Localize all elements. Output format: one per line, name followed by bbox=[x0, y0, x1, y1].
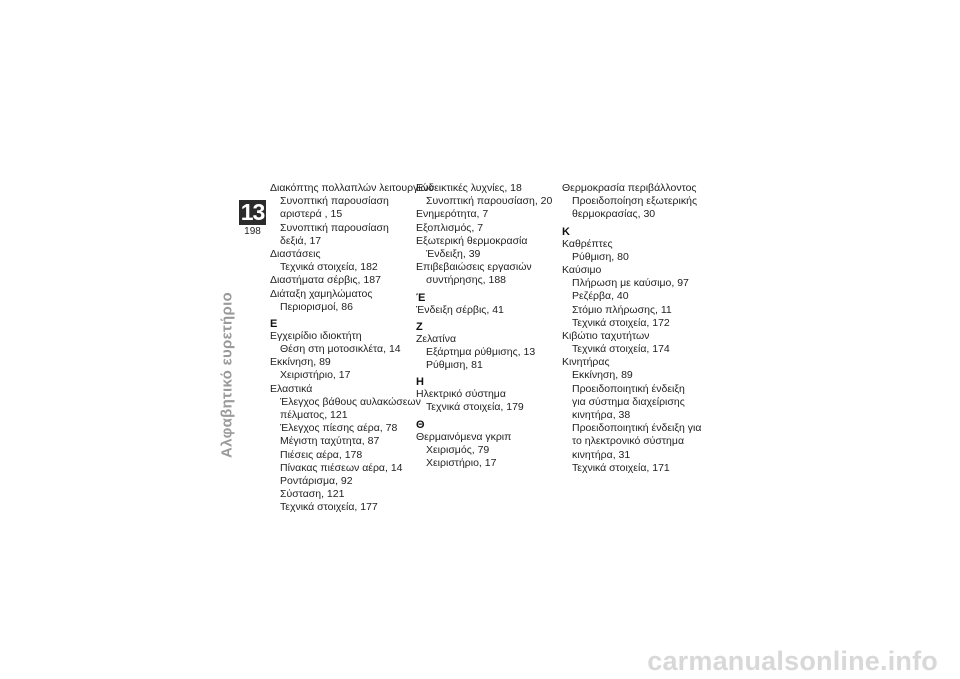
index-subentry: Μέγιστη ταχύτητα, 87 bbox=[280, 435, 380, 448]
index-subentry: Θέση στη μοτοσικλέτα, 14 bbox=[280, 343, 401, 356]
index-subentry: Χειριστήριο, 17 bbox=[426, 457, 497, 469]
index-subentry: Τεχνικά στοιχεία, 174 bbox=[572, 343, 670, 356]
index-subentry: το ηλεκτρονικό σύστημα bbox=[572, 435, 685, 448]
index-subentry: Χειρισμός, 79 bbox=[426, 443, 490, 456]
index-subentry: Ροντάρισμα, 92 bbox=[280, 474, 353, 487]
index-subentry: Προειδοποιητική ένδειξη για bbox=[572, 422, 702, 435]
index-subentry: Τεχνικά στοιχεία, 182 bbox=[280, 261, 378, 274]
index-subentry: συντήρησης, 188 bbox=[426, 274, 507, 287]
index-subentry: αριστερά , 15 bbox=[280, 208, 343, 221]
index-column-2 bbox=[416, 182, 564, 470]
index-entry: Εξωτερική θερμοκρασία bbox=[416, 234, 528, 247]
index-subentry: Συνοπτική παρουσίαση bbox=[280, 195, 389, 208]
index-subentry: Συνοπτική παρουσίαση bbox=[280, 221, 389, 234]
index-entry: Ένδειξη σέρβις, 41 bbox=[416, 303, 504, 316]
index-subentry: Έλεγχος βάθους αυλακώσεων bbox=[280, 395, 421, 408]
index-subentry: κινητήρα, 38 bbox=[572, 409, 631, 421]
index-entry: Κιβώτιο ταχυτήτων bbox=[562, 329, 650, 342]
index-subentry: Εξάρτημα ρύθμισης, 13 bbox=[426, 345, 536, 358]
index-subentry: Ένδειξη, 39 bbox=[426, 247, 481, 260]
index-subentry: Συνοπτική παρουσίαση, 20 bbox=[426, 195, 553, 208]
index-entry: Θερμαινόμενα γκριπ bbox=[416, 430, 512, 443]
index-entry: Θερμοκρασία περιβάλλοντος bbox=[562, 182, 697, 194]
index-entry: Διαστάσεις bbox=[270, 247, 321, 260]
index-subentry: Πλήρωση με καύσιμο, 97 bbox=[572, 277, 689, 290]
index-entry: Εκκίνηση, 89 bbox=[270, 356, 331, 369]
chapter-number: 13 bbox=[240, 199, 265, 225]
index-subentry: Τεχνικά στοιχεία, 179 bbox=[426, 401, 524, 414]
index-subentry: Σύσταση, 121 bbox=[280, 488, 345, 501]
index-subentry: πέλματος, 121 bbox=[280, 409, 348, 421]
side-section-title: Αλφαβητικό ευρετήριο bbox=[218, 291, 236, 459]
index-subentry: Πιέσεις αέρα, 178 bbox=[280, 448, 363, 461]
index-subentry: Έλεγχος πίεσης αέρα, 78 bbox=[280, 422, 398, 435]
index-subentry: κινητήρα, 31 bbox=[572, 448, 631, 461]
index-entry: Ηλεκτρικό σύστημα bbox=[416, 388, 506, 401]
index-entry: Καύσιμο bbox=[562, 263, 602, 276]
index-subentry: Εκκίνηση, 89 bbox=[572, 369, 633, 382]
index-entry: Κινητήρας bbox=[562, 356, 610, 369]
index-subentry: θερμοκρασίας, 30 bbox=[572, 208, 656, 221]
index-entry: Ενδεικτικές λυχνίες, 18 bbox=[416, 182, 522, 194]
index-letter-heading: H bbox=[416, 376, 424, 389]
index-entry: Εγχειρίδιο ιδιοκτήτη bbox=[270, 329, 362, 342]
index-entry: Ενημερότητα, 7 bbox=[416, 208, 489, 221]
index-subentry: Ρύθμιση, 80 bbox=[572, 250, 629, 263]
page-number: 198 bbox=[239, 225, 266, 239]
index-letter-heading: Έ bbox=[416, 291, 426, 304]
index-subentry: Ρεζέρβα, 40 bbox=[572, 290, 629, 303]
index-subentry: Περιορισμοί, 86 bbox=[280, 300, 353, 313]
index-subentry: Προειδοποιητική ένδειξη bbox=[572, 382, 685, 395]
index-letter-heading: Z bbox=[416, 320, 423, 333]
index-letter-heading: E bbox=[270, 317, 278, 330]
index-letter-heading: Θ bbox=[416, 418, 425, 431]
index-subentry: Τεχνικά στοιχεία, 177 bbox=[280, 501, 378, 514]
index-subentry: Χειριστήριο, 17 bbox=[280, 369, 351, 382]
index-entry: Ζελατίνα bbox=[416, 332, 457, 345]
index-subentry: Προειδοποίηση εξωτερικής bbox=[572, 195, 698, 208]
index-entry: Επιβεβαιώσεις εργασιών bbox=[416, 261, 532, 274]
index-letter-heading: K bbox=[562, 225, 570, 238]
index-subentry: Ρύθμιση, 81 bbox=[426, 359, 483, 372]
watermark-text: carmanualsonline.info bbox=[647, 646, 938, 676]
index-entry: Διακόπτης πολλαπλών λειτουργιών bbox=[270, 182, 435, 194]
index-column-1 bbox=[270, 182, 435, 515]
index-column-3 bbox=[562, 182, 710, 475]
index-subentry: Τεχνικά στοιχεία, 172 bbox=[572, 316, 670, 329]
index-entry: Διάταξη χαμηλώματος bbox=[270, 287, 373, 300]
index-entry: Εξοπλισμός, 7 bbox=[416, 221, 484, 234]
index-subentry: Πίνακας πιέσεων αέρα, 14 bbox=[280, 461, 403, 474]
index-entry: Διαστήματα σέρβις, 187 bbox=[270, 274, 381, 287]
chapter-marker bbox=[239, 200, 266, 239]
index-subentry: Στόμιο πλήρωσης, 11 bbox=[572, 303, 672, 316]
index-subentry: για σύστημα διαχείρισης bbox=[572, 395, 685, 408]
index-entry: Ελαστικά bbox=[270, 382, 313, 395]
index-entry: Καθρέπτες bbox=[562, 237, 613, 250]
index-subentry: δεξιά, 17 bbox=[280, 234, 322, 247]
index-subentry: Τεχνικά στοιχεία, 171 bbox=[572, 461, 670, 474]
